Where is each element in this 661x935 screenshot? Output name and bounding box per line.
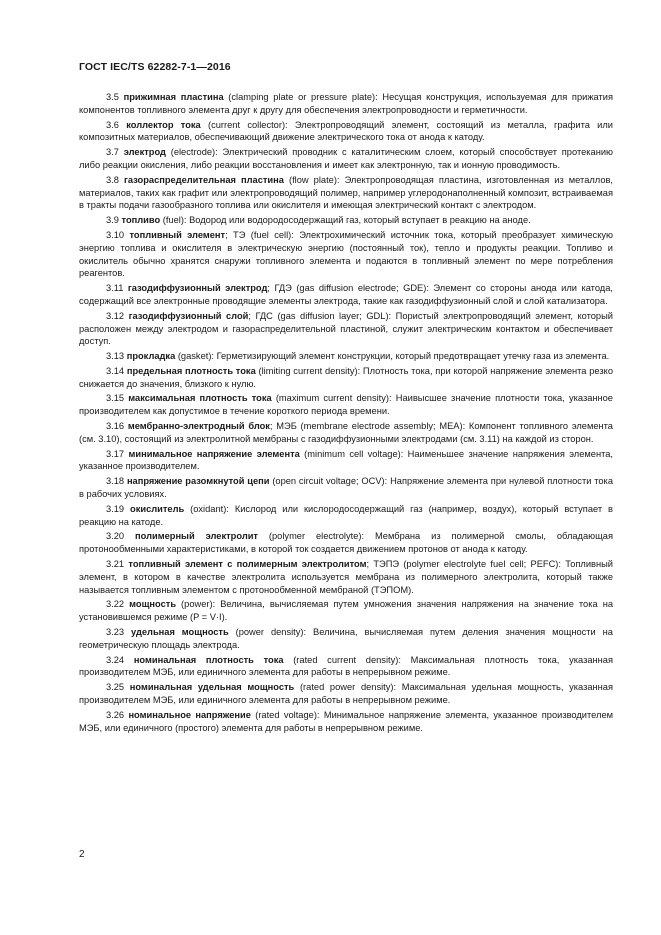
definition-entry: [79, 214, 613, 227]
entry-english-term: (membrane electrode assembly; MEA):: [296, 421, 469, 432]
entry-english-term: (gas diffusion layer; GDL):: [272, 310, 396, 321]
entry-abbreviation: ; ТЭ: [225, 229, 246, 240]
definition-entry: [79, 420, 613, 446]
entry-number: 3.23: [106, 626, 125, 637]
entry-definition: Наименьшее значение напряжения элемента, указанное производителем.: [79, 448, 613, 472]
entry-number: 3.20: [106, 531, 125, 542]
definitions-list: [79, 91, 613, 736]
entry-definition: Элемент со стороны анода или катода, содержащий все электронные проводящие элементы электрода, такие как газодиффузионный слой и слой катализатора.: [79, 283, 613, 306]
entry-abbreviation: ; ГДС: [248, 310, 273, 321]
definition-entry: [79, 146, 613, 172]
entry-term: прижимная пластина: [123, 92, 224, 102]
entry-number: 3.15: [106, 393, 125, 404]
entry-number: 3.21: [106, 558, 125, 569]
entry-english-term: (polymer electrolyte fuel cell; PEFC):: [399, 558, 566, 569]
entry-number: 3.26: [106, 709, 125, 720]
entry-number: 3.19: [106, 503, 125, 514]
definition-entry: [79, 709, 613, 735]
entry-definition: Напряжение элемента при нулевой плотности тока в рабочих условиях.: [79, 476, 613, 500]
entry-number: 3.7: [106, 147, 119, 158]
definition-entry: [79, 310, 613, 349]
definition-entry: [79, 448, 613, 474]
entry-term: полимерный электролит: [135, 531, 258, 542]
entry-english-term: (gasket):: [175, 351, 217, 362]
entry-number: 3.22: [106, 599, 125, 610]
entry-number: 3.24: [106, 654, 125, 665]
entry-number: 3.25: [106, 682, 125, 693]
entry-english-term: (electrode):: [165, 147, 223, 158]
entry-definition: Наивысшее значение плотности тока, указанное производителем как допустимое в течение короткого периода времени.: [79, 393, 613, 417]
entry-number: 3.13: [106, 351, 125, 362]
entry-definition: Максимальная плотность тока, указанная производителем МЭБ, или единичного элемента для работы в непрерывном режиме.: [79, 654, 613, 678]
entry-definition: Пористый электропроводящий элемент, который расположен между электродом и газораспределительной пластиной, служит электрическим контактом и обеспечивает доступ.: [79, 310, 613, 347]
definition-entry: [79, 475, 613, 501]
entry-number: 3.16: [106, 421, 125, 432]
definition-entry: [79, 229, 613, 280]
entry-term: номинальная плотность тока: [133, 654, 284, 665]
entry-term: топливный элемент с полимерным электролитом: [128, 558, 367, 569]
entry-english-term: (polymer electrolyte):: [258, 531, 375, 542]
entry-term: топливо: [121, 215, 161, 226]
entry-english-term: (minimum cell voltage):: [299, 448, 408, 459]
entry-number: 3.14: [106, 365, 125, 376]
entry-term: номинальная удельная мощность: [129, 682, 295, 693]
entry-english-term: (gas diffusion electrode; GDE):: [291, 283, 434, 294]
definition-entry: [79, 91, 613, 117]
entry-term: предельная плотность тока: [126, 365, 256, 376]
entry-term: окислитель: [130, 503, 185, 514]
entry-english-term: (power):: [176, 599, 221, 610]
entry-term: газодиффузионный электрод: [127, 283, 268, 294]
definition-entry: [79, 365, 613, 391]
entry-term: газораспределительная пластина: [124, 174, 284, 185]
definition-entry: [79, 119, 613, 145]
definition-entry: [79, 282, 613, 308]
entry-number: 3.5: [106, 92, 119, 102]
definition-entry: [79, 654, 613, 680]
definition-entry: [79, 626, 613, 652]
entry-english-term: (fuel cell):: [245, 229, 300, 240]
entry-definition: Электропроводящая пластина, изготовленная из металлов, материалов, таких как графит или электропроводящий полимер, например углеродонаполненный композит, встраиваемая в тракты подачи газообразного топлива или окислителя и имеющая электрический контакт с электродом.: [79, 174, 614, 211]
entry-term: прокладка: [126, 351, 176, 362]
entry-definition: Электрический проводник с каталитическим слоем, который способствует протеканию либо реакции окисления, либо реакции восстановления и имеет как электронную, так и ионную проводимость.: [79, 147, 614, 170]
entry-english-term: (limiting current density):: [255, 365, 363, 376]
entry-english-term: (clamping plate or pressure plate):: [223, 92, 383, 102]
page-number: 2: [79, 849, 85, 860]
entry-number: 3.6: [106, 119, 119, 130]
entry-abbreviation: ; ТЭПЭ: [366, 558, 400, 569]
entry-english-term: (rated power density):: [294, 682, 402, 693]
entry-abbreviation: ; МЭБ: [269, 421, 297, 432]
entry-definition: Плотность тока, при которой напряжение элемента резко снижается до значения, близкого к нулю.: [79, 365, 613, 389]
entry-number: 3.12: [106, 310, 125, 321]
definition-entry: [79, 558, 613, 597]
entry-term: максимальная плотность тока: [128, 393, 272, 404]
entry-english-term: (oxidant):: [184, 503, 235, 514]
entry-definition: Минимальное напряжение элемента, указанное производителем МЭБ, или единичного (простого) элемента для работы в непрерывном режиме.: [79, 709, 614, 733]
entry-number: 3.17: [106, 448, 125, 459]
definition-entry: [79, 598, 613, 624]
entry-definition: Топливный элемент, в котором в качестве электролита используется мембрана из полимерного электролита, который также называется топливным элементом с протонообменной мембраной (ТЭПОМ).: [79, 558, 613, 595]
entry-number: 3.10: [106, 229, 125, 240]
entry-term: номинальное напряжение: [128, 709, 251, 720]
entry-term: топливный элемент: [129, 229, 226, 240]
entry-definition: Величина, вычисляемая путем деления значения мощности на геометрическую площадь электрода.: [79, 626, 613, 650]
entry-english-term: (rated current density):: [283, 654, 411, 665]
entry-definition: Электрохимический источник тока, который преобразует химическую энергию топлива и окислителя в электрическую энергию (постоянный ток), тепло и продукты реакции. Топливо и окислитель обычно хранятся снаружи топливного элемента и подаются в топливный элемент по мере потребления реагентов.: [79, 229, 613, 279]
definition-entry: [79, 350, 613, 363]
entry-english-term: (fuel):: [160, 215, 190, 226]
entry-definition: Мембрана из полимерной смолы, обладающая протонообменными характеристиками, в которой ток создается движением протонов от анода к катоду.: [79, 531, 613, 555]
entry-definition: Несущая конструкция, используемая для прижатия компонентов топливного элемента друг к другу для обеспечения электропроводности и герметичности.: [79, 92, 613, 115]
definition-entry: [79, 530, 613, 556]
entry-number: 3.11: [106, 283, 124, 294]
entry-term: удельная мощность: [131, 626, 229, 637]
standard-title: ГОСТ IEC/TS 62282-7-1—2016: [79, 61, 231, 73]
entry-term: минимальное напряжение элемента: [128, 448, 300, 459]
entry-definition: Величина, вычисляемая путем умножения значения напряжения на значение тока на установившемся режиме (P = V·I).: [79, 599, 613, 623]
entry-number: 3.8: [106, 174, 119, 185]
definition-entry: [79, 681, 613, 707]
entry-english-term: (maximum current density):: [271, 393, 396, 404]
entry-definition: Кислород или кислородосодержащий газ (например, воздух), который вступает в реакцию на катоде.: [79, 503, 613, 527]
entry-number: 3.18: [106, 476, 125, 487]
entry-term: мембранно-электродный блок: [127, 421, 270, 432]
entry-english-term: (flow plate):: [283, 174, 345, 185]
definition-entry: [79, 174, 613, 213]
entry-english-term: (rated voltage):: [250, 709, 324, 720]
entry-english-term: (power density):: [228, 626, 314, 637]
entry-definition: Водород или водородосодержащий газ, который вступает в реакцию на аноде.: [189, 215, 531, 226]
entry-definition: Электропроводящий элемент, состоящий из металла, графита или композитных материалов, обеспечивающий движение электрического тока от анода к катоду.: [79, 119, 613, 143]
entry-english-term: (current collector):: [200, 119, 295, 130]
entry-term: напряжение разомкнутой цепи: [126, 476, 270, 487]
entry-english-term: (open circuit voltage; OCV):: [269, 476, 391, 487]
entry-number: 3.9: [106, 215, 119, 226]
entry-term: мощность: [129, 599, 177, 610]
entry-term: коллектор тока: [126, 119, 201, 130]
entry-term: газодиффузионный слой: [128, 310, 249, 321]
entry-term: электрод: [123, 147, 166, 158]
entry-definition: Максимальная удельная мощность, указанная производителем МЭБ, или единичного элемента для работы в непрерывном режиме.: [79, 682, 613, 705]
definition-entry: [79, 503, 613, 529]
entry-definition: Герметизирующий элемент конструкции, который предотвращает утечку газа из элемента.: [216, 351, 610, 362]
definition-entry: [79, 392, 613, 418]
entry-definition: Компонент топливного элемента (см. 3.10), состоящий из электролитной мембраны с газодиффузионными электродами (см. 3.11) на каждой из сторон.: [79, 421, 613, 444]
entry-abbreviation: ; ГДЭ: [267, 283, 292, 294]
